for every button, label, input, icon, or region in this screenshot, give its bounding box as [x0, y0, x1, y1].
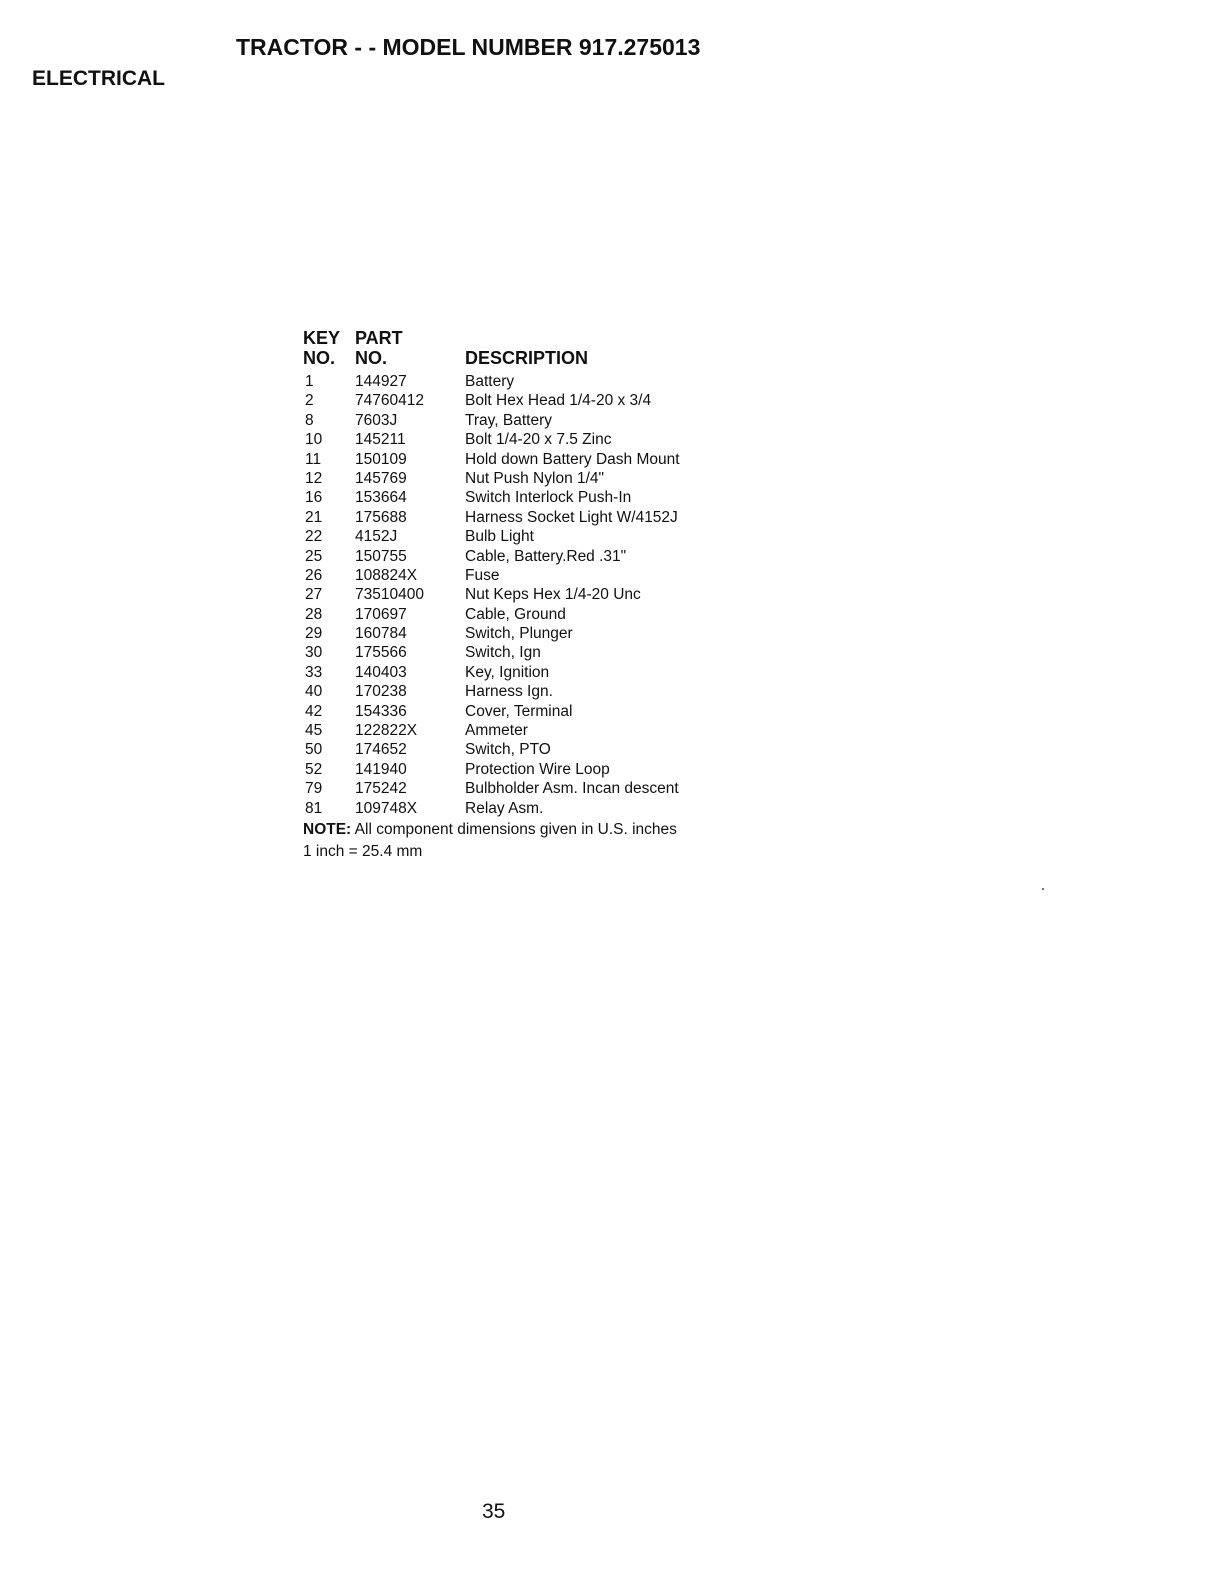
table-row — [303, 682, 677, 701]
table-row — [303, 799, 677, 818]
part-no: 73510400 — [355, 586, 424, 604]
part-description: Bolt Hex Head 1/4-20 x 3/4 — [465, 392, 652, 410]
key-header-line1: KEY — [303, 328, 341, 348]
part-no: 144927 — [355, 373, 407, 390]
table-row — [303, 760, 677, 779]
part-no: 175566 — [355, 644, 407, 662]
key-no: 28 — [305, 605, 323, 623]
part-description: Protection Wire Loop — [465, 760, 610, 778]
key-no: 16 — [305, 489, 323, 507]
note-label: NOTE: — [303, 820, 352, 838]
part-no: 141940 — [355, 760, 407, 778]
table-row — [303, 779, 677, 798]
part-description: Ammeter — [465, 722, 528, 740]
key-no: 11 — [305, 450, 322, 468]
table-row — [303, 721, 677, 740]
table-row — [303, 508, 677, 527]
key-no: 25 — [305, 547, 323, 565]
key-no: 12 — [305, 469, 323, 487]
part-description: Key, Ignition — [465, 663, 550, 681]
part-no: 174652 — [355, 741, 407, 759]
table-row — [303, 702, 677, 721]
page-title: TRACTOR - - MODEL NUMBER 917.275013 — [236, 34, 701, 60]
key-no: 26 — [305, 566, 323, 584]
part-no: 108824X — [355, 566, 418, 584]
part-description: Switch Interlock Push-In — [465, 489, 632, 507]
key-no: 21 — [305, 508, 323, 526]
part-description: Bulb Light — [465, 528, 534, 546]
part-description: Nut Keps Hex 1/4-20 Unc — [465, 586, 641, 604]
table-row — [303, 663, 677, 682]
note-text: All component dimensions given in U.S. inches — [354, 820, 677, 838]
part-no: 140403 — [355, 663, 407, 681]
table-row — [303, 391, 677, 410]
part-description: Harness Socket Light W/4152J — [465, 508, 678, 526]
key-no: 40 — [305, 683, 323, 701]
key-no: 30 — [305, 644, 323, 662]
table-row — [303, 411, 677, 430]
part-description: Hold down Battery Dash Mount — [465, 450, 680, 468]
part-description: Cable, Battery.Red .31" — [465, 547, 627, 565]
part-no: 145769 — [355, 469, 407, 487]
note-line — [303, 820, 677, 840]
table-row — [303, 740, 677, 759]
part-description: Bulbholder Asm. Incan descent — [465, 780, 679, 798]
key-no: 1 — [305, 373, 314, 390]
part-description: Tray, Battery — [465, 411, 552, 429]
part-no: 154336 — [355, 702, 407, 720]
part-description: Cover, Terminal — [465, 702, 573, 720]
key-no: 8 — [305, 411, 314, 429]
table-row — [303, 372, 677, 391]
table-row — [303, 585, 677, 604]
key-no: 29 — [305, 625, 323, 643]
table-row — [303, 566, 677, 585]
table-row — [303, 527, 677, 546]
part-description: Switch, PTO — [465, 741, 551, 759]
part-description: Nut Push Nylon 1/4" — [465, 469, 605, 487]
conversion-line: 1 inch = 25.4 mm — [303, 842, 423, 860]
parts-table — [303, 328, 680, 862]
part-no: 175242 — [355, 780, 407, 798]
description-header: DESCRIPTION — [465, 348, 589, 368]
table-row — [303, 488, 677, 507]
parts-table-header — [303, 328, 677, 372]
key-no: 10 — [305, 431, 323, 449]
table-row — [303, 643, 677, 662]
page-number: 35 — [482, 1500, 506, 1523]
key-no: 2 — [305, 392, 314, 410]
part-description: Fuse — [465, 566, 500, 584]
table-row — [303, 450, 680, 469]
part-no: 145211 — [355, 431, 406, 449]
key-no: 22 — [305, 528, 323, 546]
part-no: 7603J — [355, 411, 398, 429]
part-no: 74760412 — [355, 392, 424, 410]
key-no: 45 — [305, 722, 323, 740]
part-description: Cable, Ground — [465, 605, 566, 623]
key-no: 33 — [305, 663, 323, 681]
table-row — [303, 430, 677, 449]
section-title: ELECTRICAL — [32, 67, 165, 90]
key-no: 81 — [305, 799, 323, 817]
part-header-line2: NO. — [355, 348, 388, 368]
part-description: Harness Ign. — [465, 683, 553, 701]
key-no: 50 — [305, 741, 323, 759]
part-description: Bolt 1/4-20 x 7.5 Zinc — [465, 431, 612, 449]
part-description: Switch, Ign — [465, 644, 541, 662]
part-no: 109748X — [355, 799, 418, 817]
part-no: 150109 — [355, 450, 407, 468]
key-no: 27 — [305, 586, 323, 604]
part-description: Relay Asm. — [465, 799, 544, 817]
scan-speck — [1042, 888, 1044, 890]
key-no: 42 — [305, 702, 323, 720]
part-header-line1: PART — [355, 328, 403, 348]
part-no: 122822X — [355, 722, 418, 740]
part-no: 4152J — [355, 528, 398, 546]
part-no: 170238 — [355, 683, 407, 701]
part-no: 160784 — [355, 625, 407, 643]
table-row — [303, 469, 677, 488]
table-row — [303, 624, 677, 643]
table-row — [303, 547, 677, 566]
key-no: 52 — [305, 760, 323, 778]
part-no: 170697 — [355, 605, 407, 623]
part-description: Switch, Plunger — [465, 625, 573, 643]
part-description: Battery — [465, 373, 515, 390]
key-no: 79 — [305, 780, 323, 798]
parts-table-body — [303, 372, 680, 818]
part-no: 150755 — [355, 547, 407, 565]
key-header-line2: NO. — [303, 348, 336, 368]
part-no: 153664 — [355, 489, 407, 507]
table-row — [303, 605, 677, 624]
part-no: 175688 — [355, 508, 407, 526]
